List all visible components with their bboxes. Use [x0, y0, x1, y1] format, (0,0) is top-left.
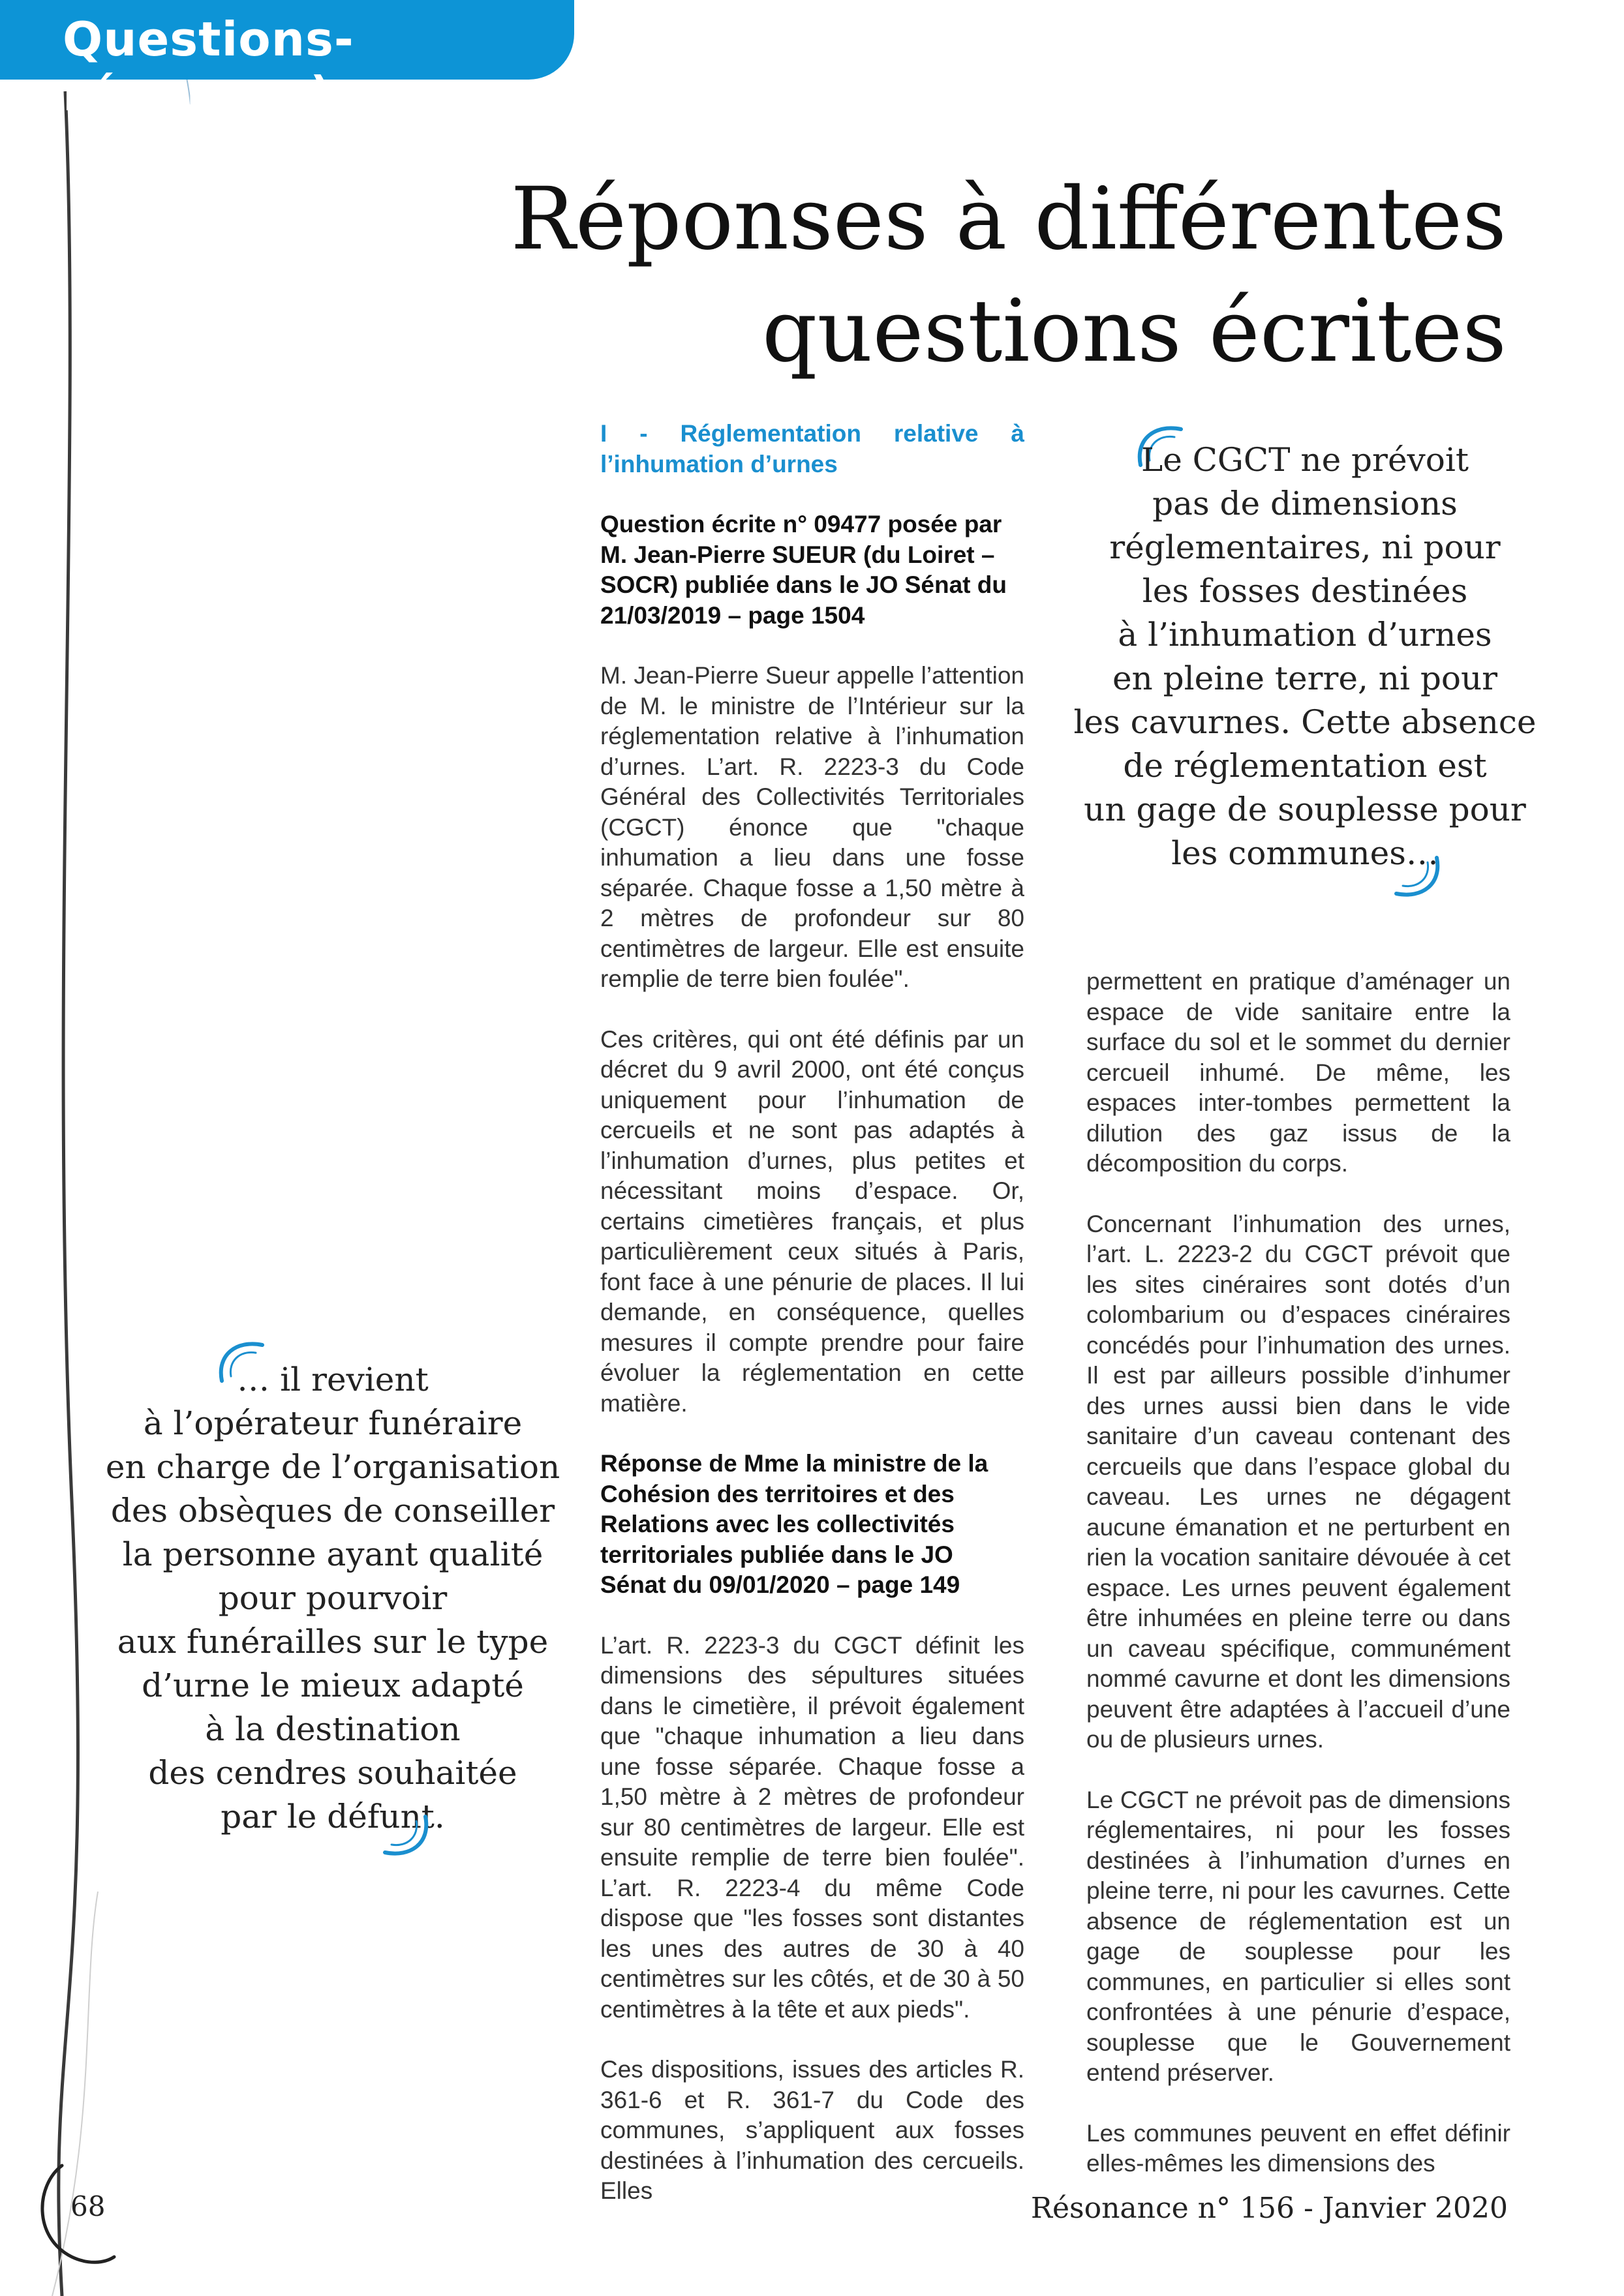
- pullquote-line: la personne ayant qualité: [122, 1535, 544, 1573]
- title-line-1: Réponses à différentes: [510, 169, 1507, 269]
- pullquote-line: à la destination: [205, 1710, 461, 1748]
- pullquote-line: un gage de souplesse pour: [1084, 791, 1526, 828]
- quote-close-swirl-icon: [378, 1807, 437, 1859]
- answer-paragraph-1: L’art. R. 2223-3 du CGCT définit les dimensions des sépultures situées dans le cimetière, il prévoit également que "chaque inhumation a lieu dans une fosse séparée. Chaque fosse a 1,50 mètre à 2 mètres de profondeur sur 80 centimètres de largeur. Elle est ensuite remplie de terre bien foulée". L’art. R. 2223-4 du même Code dispose que "les fosses sont distantes les unes des autres de 30 à 40 centimètres sur les côtés, et de 30 à 50 centimètres à la tête et aux pieds".: [600, 1631, 1024, 2023]
- pullquote-left: [104, 1358, 561, 1839]
- pullquote-line: pour pourvoir: [218, 1579, 448, 1617]
- question-paragraph-2: Ces critères, qui ont été définis par un décret du 9 avril 2000, ont été conçus uniquement pour l’inhumation de cercueils et ne sont pas adaptés à l’inhumation d’urnes, plus petites et nécessitant moins d’espace. Or, certains cimetières français, et plus particulièrement ceux situés à Paris, font face à une pénurie de places. Il lui demande, en conséquence, quelles mesures il compte prendre pour faire évoluer la réglementation en cette matière.: [600, 1025, 1024, 1417]
- right-paragraph-3: Le CGCT ne prévoit pas de dimensions réglementaires, ni pour les fosses destinées à l’inhumation d’urnes en pleine terre, ni pour les cavurnes. Cette absence de réglementation est un gage de souplesse pour les communes, en particulier si elles sont confrontées à une pénurie d’espace, souplesse que le Gouvernement entend préserver.: [1086, 1786, 1510, 2086]
- pullquote-line: de réglementation est: [1123, 747, 1487, 785]
- pullquote-line: d’urne le mieux adapté: [142, 1667, 524, 1704]
- decorative-curves: [0, 0, 274, 2296]
- article-column-middle: [600, 419, 1024, 2237]
- section-label: Questions-réponses): [63, 12, 354, 121]
- answer-paragraph-2: Ces dispositions, issues des articles R. 361-6 et R. 361-7 du Code des communes, s’appliquent aux fosses destinées à l’inhumation des cercueils. Elles: [600, 2056, 1024, 2204]
- pullquote-line: les cavurnes. Cette absence: [1073, 703, 1537, 741]
- pullquote-line: des cendres souhaitée: [148, 1754, 517, 1792]
- question-paragraph-1: M. Jean-Pierre Sueur appelle l’attention de M. le ministre de l’Intérieur sur la réglementation relative à l’inhumation d’urnes. L’art. R. 2223-3 du Code Général des Collectivités Territoriales (CGCT) énonce que "chaque inhumation a lieu dans une fosse séparée. Chaque fosse a 1,50 mètre à 2 mètres de profondeur sur 80 centimètres de largeur. Elle est ensuite remplie de terre bien foulée".: [600, 662, 1024, 992]
- pullquote-line: à l’opérateur funéraire: [143, 1404, 523, 1442]
- pullquote-line: les fosses destinées: [1142, 572, 1468, 610]
- pullquote-line: par le défunt.: [221, 1798, 445, 1835]
- pullquote-line: en charge de l’organisation: [105, 1448, 560, 1486]
- page-number: 68: [70, 2190, 106, 2222]
- pullquote-line: réglementaires, ni pour: [1109, 528, 1501, 566]
- right-paragraph-4: Les communes peuvent en effet définir elles-mêmes les dimensions des: [1086, 2119, 1510, 2177]
- pullquote-line: … il revient: [237, 1361, 429, 1398]
- pullquote-line: à l’inhumation d’urnes: [1118, 616, 1492, 654]
- right-paragraph-1: permettent en pratique d’aménager un espace de vide sanitaire entre la surface du sol et le sommet du dernier cercueil inhumé. De même, les espaces inter-tombes permettent la dilution des gaz issus de la décomposition du corps.: [1086, 968, 1510, 1177]
- pullquote-line: aux funérailles sur le type: [117, 1623, 549, 1661]
- publication-credit: Résonance n° 156 - Janvier 2020: [1030, 2192, 1508, 2225]
- pullquote-line: pas de dimensions: [1152, 485, 1458, 522]
- section-heading: I - Réglementation relative à l’inhumation d’urnes: [600, 420, 1024, 477]
- article-column-right: [1086, 967, 1510, 2209]
- pullquote-line: les communes…: [1171, 834, 1439, 872]
- question-heading: Question écrite n° 09477 posée par M. Jean-Pierre SUEUR (du Loiret – SOCR) publiée dans le JO Sénat du 21/03/2019 – page 1504: [600, 511, 1007, 629]
- pullquote-line: des obsèques de conseiller: [110, 1492, 555, 1530]
- right-paragraph-2: Concernant l’inhumation des urnes, l’art. L. 2223-2 du CGCT prévoit que les sites cinéraires sont dotés d’un colombarium ou d’espaces cinéraires concédés pour l’inhumation des urnes. Il est par ailleurs possible d’inhumer des urnes aussi bien dans le vide sanitaire d’un caveau contenant des cercueils que dans l’espace global du caveau. Les urnes ne dégagent aucune émanation et ne perturbent en rien la vocation sanitaire dévouée à cet espace. Les urnes peuvent également être inhumées en pleine terre ou dans un caveau spécifique, communément nommé cavurne et dont les dimensions peuvent être adaptées à l’accueil d’une ou de plusieurs urnes.: [1086, 1210, 1510, 1753]
- quote-close-swirl-icon: [1390, 848, 1448, 900]
- pullquote-line: en pleine terre, ni pour: [1112, 659, 1498, 697]
- title-line-2: questions écrites: [761, 281, 1507, 382]
- pullquote-right: [1070, 438, 1540, 875]
- pullquote-line: Le CGCT ne prévoit: [1141, 441, 1469, 479]
- answer-heading: Réponse de Mme la ministre de la Cohésion des territoires et des Relations avec les collectivités territoriales publiée dans le JO Sénat du 09/01/2020 – page 149: [600, 1450, 988, 1598]
- section-tab: [0, 0, 574, 121]
- page-title: [511, 163, 1507, 387]
